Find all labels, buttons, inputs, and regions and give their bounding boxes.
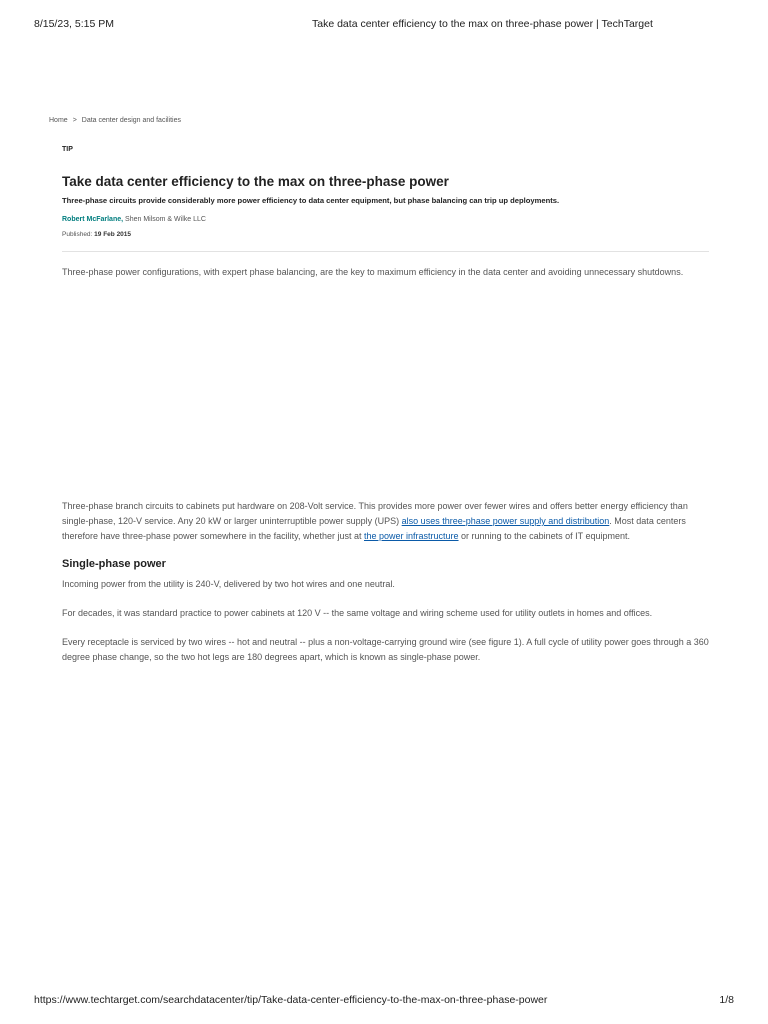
body-paragraph-3: For decades, it was standard practice to power cabinets at 120 V -- the same voltage and wiring scheme used for utility outlets in homes and offices. xyxy=(62,608,653,618)
body-paragraph-4: Every receptacle is serviced by two wires -- hot and neutral -- plus a non-voltage-carrying ground wire (see figure 1). A full cycle of utility power goes through a 360 degree phase change, so the two hot legs are 180 degrees apart, which is known as single-phase power. xyxy=(62,637,709,662)
breadcrumb-separator: > xyxy=(72,117,77,124)
breadcrumb-section-link[interactable]: Data center design and facilities xyxy=(81,117,182,124)
published-label: Published: xyxy=(62,231,93,238)
body-paragraph-2: Incoming power from the utility is 240-V, delivered by two hot wires and one neutral. xyxy=(62,579,395,589)
print-page-title: Take data center efficiency to the max on three-phase power | TechTarget xyxy=(312,18,653,30)
power-infrastructure-link[interactable]: the power infrastructure xyxy=(364,531,459,541)
article-type-label: TIP xyxy=(62,146,73,153)
author-affiliation: Shen Milsom & Wilke LLC xyxy=(125,216,206,223)
author-link[interactable]: Robert McFarlane, xyxy=(62,216,124,223)
print-page-number: 1/8 xyxy=(719,994,734,1006)
header-divider xyxy=(62,251,709,252)
breadcrumb-home-link[interactable]: Home xyxy=(49,117,68,124)
intro-paragraph: Three-phase power configurations, with expert phase balancing, are the key to maximum efficiency in the data center and avoiding unnecessary shutdowns. xyxy=(62,267,684,277)
three-phase-distribution-link[interactable]: also uses three-phase power supply and distribution xyxy=(401,516,610,526)
print-url: https://www.techtarget.com/searchdatacenter/tip/Take-data-center-efficiency-to-the-max-on-three-phase-power xyxy=(34,994,548,1006)
print-datetime: 8/15/23, 5:15 PM xyxy=(34,18,114,30)
published-date: 19 Feb 2015 xyxy=(94,231,132,238)
print-footer xyxy=(34,994,734,1008)
byline xyxy=(62,216,206,223)
breadcrumb xyxy=(49,117,181,124)
body-paragraph-1 xyxy=(62,499,712,544)
published-line xyxy=(62,231,131,238)
paragraph-text: Three-phase branch circuits to cabinets put hardware on 208-Volt service. This provides more power over fewer wires and offers better energy efficiency than single-phase, 120-V service. Any 20 kW or larger uninterruptible power supply (UPS) xyxy=(62,501,688,526)
article-title: Take data center efficiency to the max on three-phase power xyxy=(62,174,449,189)
print-header xyxy=(34,18,734,32)
section-heading: Single-phase power xyxy=(62,558,166,570)
article-subtitle: Three-phase circuits provide considerably more power efficiency to data center equipment, but phase balancing can trip up deployments. xyxy=(62,196,560,205)
paragraph-text: or running to the cabinets of IT equipment. xyxy=(458,531,630,541)
paragraph-text: . Most data centers therefore have three-phase power somewhere in the facility, whether just at xyxy=(62,516,686,541)
